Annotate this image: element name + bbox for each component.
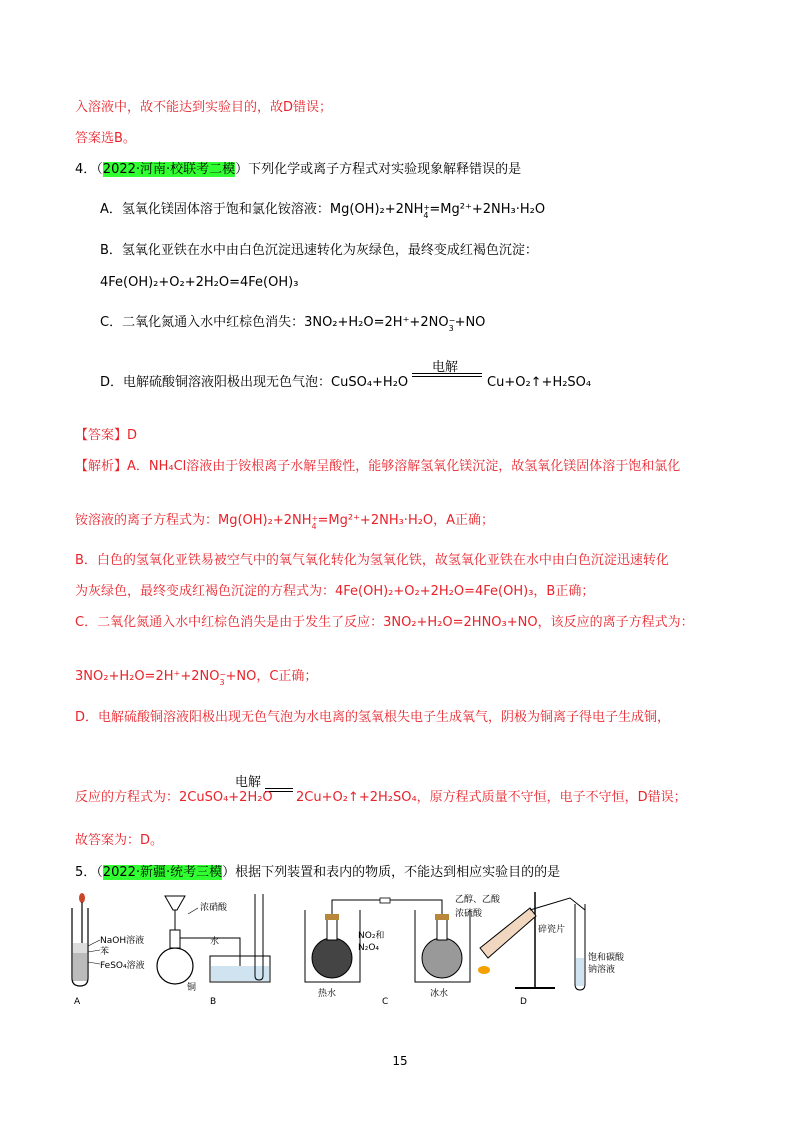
source-tag: 2022·新疆·统考三模 [102, 865, 223, 880]
figure-c-letter: C [382, 997, 389, 1007]
figure-d-label-1: 乙醇、乙酸 [455, 895, 501, 905]
figure-a-label-3: FeSO₄溶液 [100, 961, 145, 971]
question-5-header: 5．（2022·新疆·统考三模）根据下列装置和表内的物质，不能达到相应实验目的的是 [75, 865, 561, 880]
figure-b [157, 894, 270, 1007]
option-b: B．氢氧化亚铁在水中由白色沉淀迅速转化为灰绿色，最终变成红褐色沉淀： [100, 243, 538, 258]
analysis-c-line2: 3NO₂+H₂O=2H⁺+2NO − 3 +NO，C正确； [75, 669, 318, 687]
figure-a [72, 893, 145, 1007]
source-tag: 2022·河南·校联考二模 [102, 162, 236, 177]
figure-a-label-1: NaOH溶液 [100, 936, 145, 946]
final-answer: 故答案为：D。 [75, 833, 164, 848]
figure-d-label-2: 浓硫酸 [455, 909, 483, 919]
analysis-d-line2a: 反应的方程式为：2CuSO₄+2H₂O [75, 790, 273, 805]
flask-hot [312, 938, 352, 978]
figure-c-label-2: N₂O₄ [358, 943, 380, 953]
analysis-head: 【解析】A．NH₄Cl溶液由于铵根离子水解呈酸性，能够溶解氢氧化镁沉淀，故氢氧化镁固体溶于饱和氯化 [75, 459, 681, 474]
figure-d-letter: D [520, 997, 527, 1007]
analysis-c-line1: C．二氧化氮通入水中红棕色消失是由于发生了反应：3NO₂+H₂O=2HNO₃+NO，该反应的离子方程式为： [75, 615, 694, 630]
figure-a-label-2: 苯 [100, 947, 110, 957]
analysis-a-line2: 铵溶液的离子方程式为：Mg(OH)₂+2NH + 4 =Mg²⁺+2NH₃·H₂O，A正确； [75, 513, 495, 531]
reaction-tube [480, 908, 536, 958]
option-a: A．氢氧化镁固体溶于饱和氯化铵溶液：Mg(OH)₂+2NH + 4 =Mg²⁺+2NH₃·H₂O [100, 202, 546, 220]
figure-b-letter: B [210, 997, 217, 1007]
figure-d-label-3: 碎瓷片 [538, 925, 566, 935]
page-number: 15 [392, 1054, 408, 1068]
carryover-text: 入溶液中，故不能达到实验目的，故D错误； [75, 100, 333, 115]
carryover-answer: 答案选B。 [75, 131, 136, 146]
reaction-arrow [412, 373, 482, 377]
question-stem: 根据下列装置和表内的物质，不能达到相应实验目的的是 [235, 865, 561, 880]
electrolysis-condition-answer: 电解 [235, 775, 262, 790]
figure-b-label-2: 水 [210, 937, 220, 947]
option-c: C．二氧化氮通入水中红棕色消失：3NO₂+H₂O=2H⁺+2NO − 3 +NO [100, 315, 486, 333]
figure-b-label-3: 铜 [187, 983, 197, 993]
figure-a-letter: A [74, 997, 81, 1007]
figure-c-label-4: 冰水 [430, 989, 449, 999]
question-number: 5． [75, 865, 97, 880]
analysis-b-line1: B．白色的氢氧化亚铁易被空气中的氧气氧化转化为氢氧化铁，故氢氧化亚铁在水中由白色沉淀迅速转化 [75, 553, 669, 568]
option-d: D．电解硫酸铜溶液阳极出现无色气泡：CuSO₄+H₂O [100, 375, 409, 390]
figure-d-label-4: 饱和碳酸 [588, 953, 625, 963]
analysis-d-line2b: 2Cu+O₂↑+2H₂SO₄，原方程式质量不守恒，电子不守恒，D错误； [296, 790, 687, 805]
figure-c-label-3: 热水 [318, 989, 337, 999]
figure-c-label-1: NO₂和 [358, 931, 385, 941]
question-4-header: 4．（2022·河南·校联考二模）下列化学或离子方程式对实验现象解释错误的是 [75, 162, 522, 177]
option-b-equation: 4Fe(OH)₂+O₂+2H₂O=4Fe(OH)₃ [100, 275, 299, 290]
dropper-bulb [79, 893, 85, 903]
figure-d [455, 892, 625, 1007]
question-number: 4． [75, 162, 97, 177]
option-d-products: Cu+O₂↑+H₂SO₄ [487, 375, 592, 390]
flame [478, 966, 490, 974]
flask [157, 948, 193, 984]
flask-cold [422, 938, 462, 978]
figure-b-label-1: 浓硝酸 [200, 903, 228, 913]
analysis-d-line1: D．电解硫酸铜溶液阳极出现无色气泡为水电离的氢氧根失电子生成氧气，阴极为铜离子得电子生成铜， [75, 710, 671, 725]
figure-c [305, 898, 470, 1007]
apparatus-figures [60, 888, 625, 1008]
analysis-b-line2: 为灰绿色，最终变成红褐色沉淀的方程式为：4Fe(OH)₂+O₂+2H₂O=4Fe(OH)₃，B正确； [75, 584, 595, 599]
figure-d-label-5: 钠溶液 [588, 965, 616, 975]
electrolysis-condition: 电解 [432, 360, 459, 375]
question-stem: 下列化学或离子方程式对实验现象解释错误的是 [248, 162, 522, 177]
answer-label: 【答案】D [75, 428, 138, 443]
